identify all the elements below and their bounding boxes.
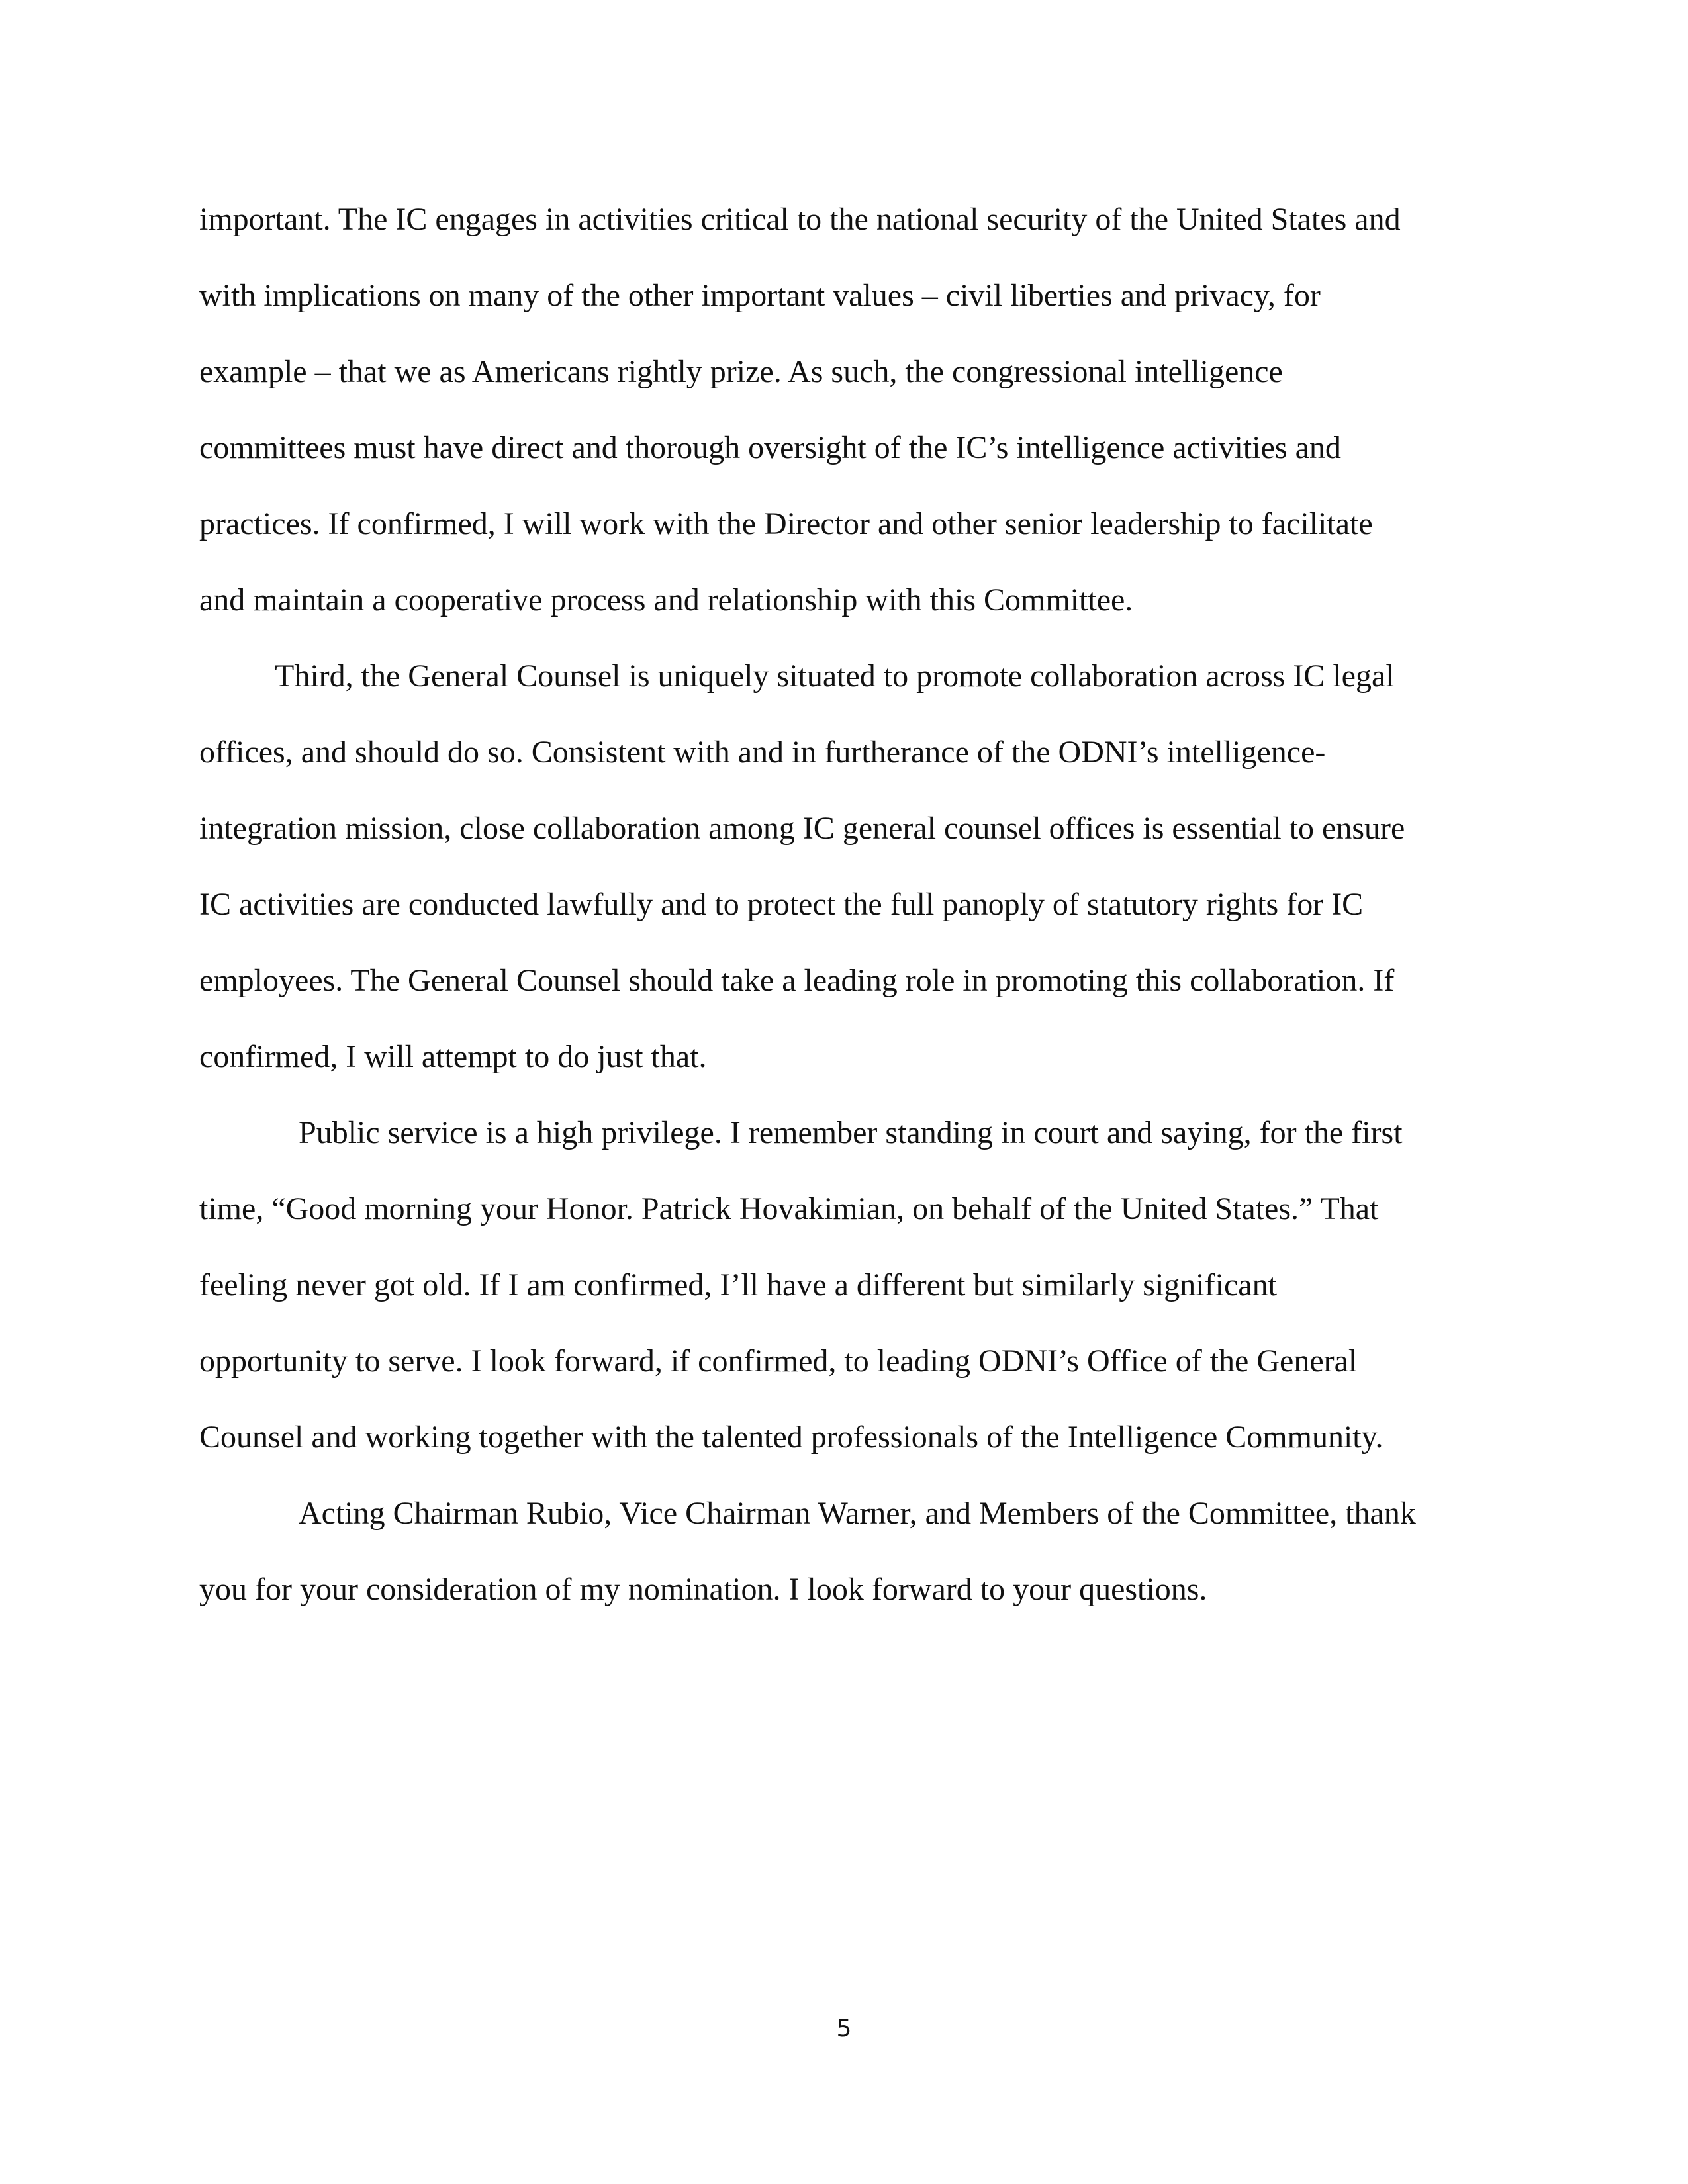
text-line: example – that we as Americans rightly prize. As such, the congressional intelligence — [199, 354, 1283, 389]
text-line: Third, the General Counsel is uniquely situated to promote collaboration across IC legal — [275, 659, 1395, 694]
text-line: opportunity to serve. I look forward, if confirmed, to leading ODNI’s Office of the General — [199, 1343, 1358, 1379]
text-line: Public service is a high privilege. I remember standing in court and saying, for the first — [299, 1115, 1403, 1150]
text-line: with implications on many of the other important values – civil liberties and privacy, for — [199, 278, 1321, 313]
text-line: and maintain a cooperative process and relationship with this Committee. — [199, 582, 1133, 617]
text-line: employees. The General Counsel should take a leading role in promoting this collaboration. If — [199, 963, 1395, 998]
document-body — [199, 181, 1523, 1627]
text-line: important. The IC engages in activities critical to the national security of the United States and — [199, 202, 1401, 237]
text-line: you for your consideration of my nomination. I look forward to your questions. — [199, 1572, 1207, 1607]
text-line: Counsel and working together with the talented professionals of the Intelligence Community. — [199, 1420, 1383, 1455]
page-number: 5 — [836, 2015, 852, 2042]
text-line: practices. If confirmed, I will work with the Director and other senior leadership to facilitate — [199, 506, 1373, 541]
paragraph — [199, 1095, 1523, 1475]
text-line: Acting Chairman Rubio, Vice Chairman Warner, and Members of the Committee, thank — [299, 1496, 1416, 1531]
text-line: confirmed, I will attempt to do just that. — [199, 1039, 707, 1074]
paragraph — [199, 181, 1523, 638]
text-line: feeling never got old. If I am confirmed, I’ll have a different but similarly significant — [199, 1267, 1277, 1302]
paragraph — [199, 1475, 1523, 1627]
text-line: offices, and should do so. Consistent with and in furtherance of the ODNI’s intelligence- — [199, 735, 1326, 770]
text-line: IC activities are conducted lawfully and to protect the full panoply of statutory rights for IC — [199, 887, 1364, 922]
text-line: committees must have direct and thorough oversight of the IC’s intelligence activities and — [199, 430, 1341, 465]
paragraph — [199, 638, 1523, 1095]
text-line: time, “Good morning your Honor. Patrick Hovakimian, on behalf of the United States.” That — [199, 1191, 1379, 1226]
text-line: integration mission, close collaboration among IC general counsel offices is essential to ensure — [199, 811, 1405, 846]
